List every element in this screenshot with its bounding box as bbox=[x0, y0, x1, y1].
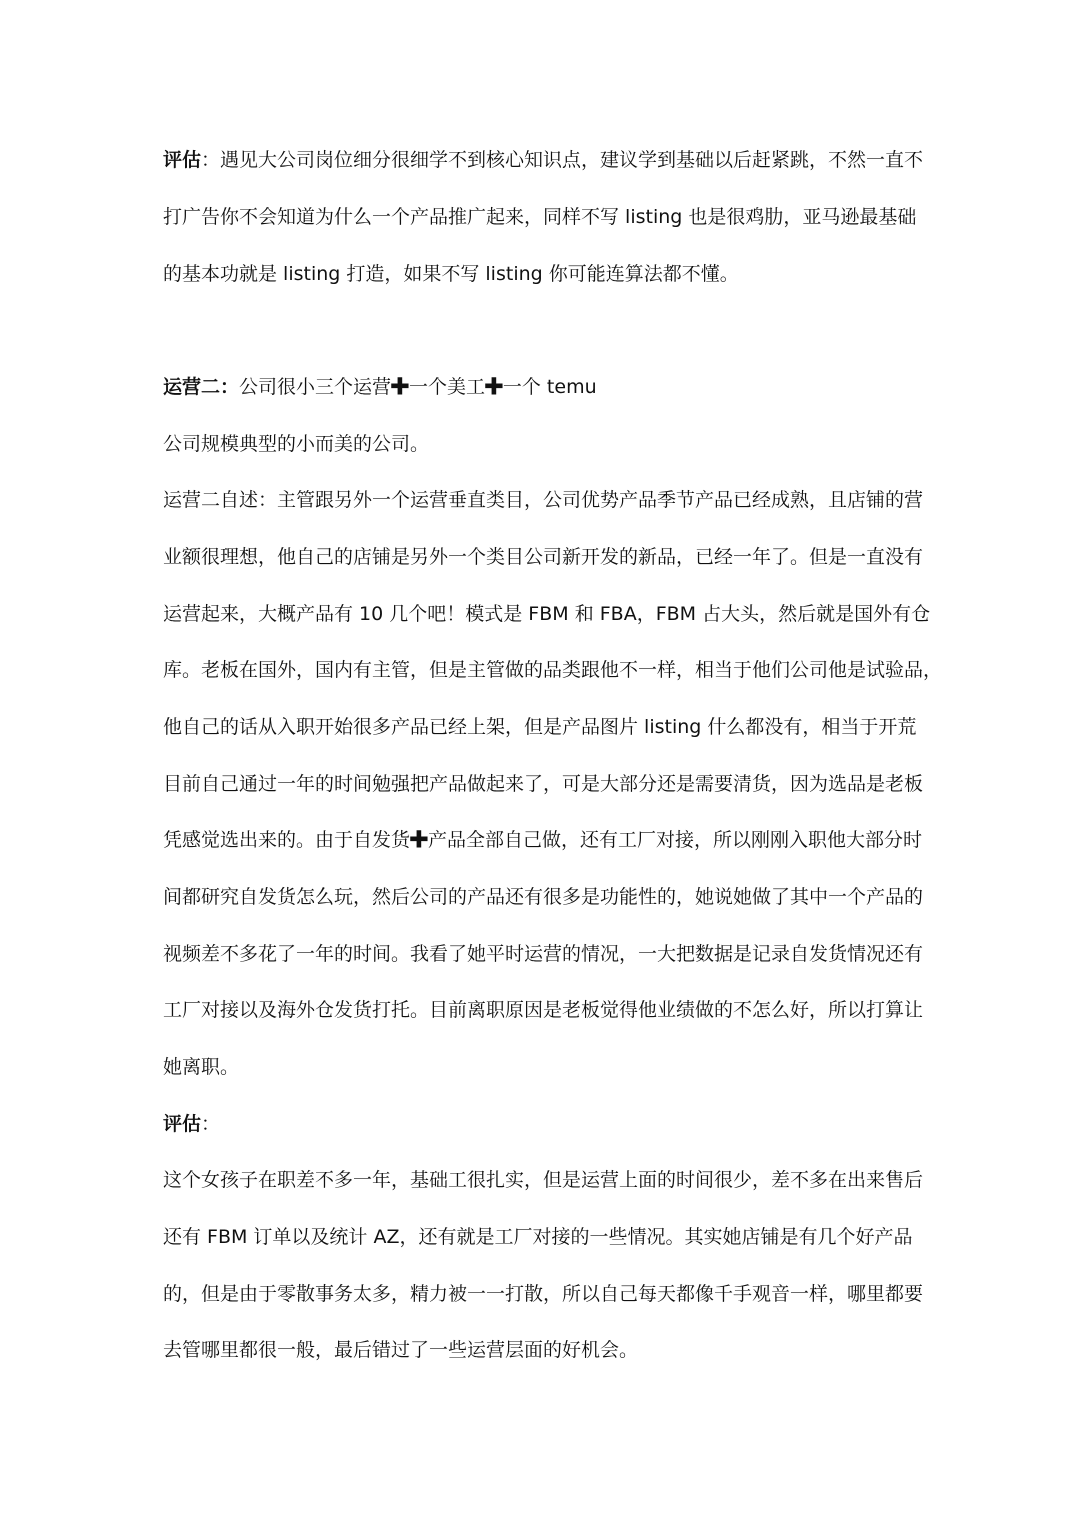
eval2-line: 去管哪里都很一般，最后错过了一些运营层面的好机会。 bbox=[163, 1339, 639, 1361]
ops2-header-part1: 公司很小三个运营 bbox=[239, 376, 392, 398]
ops2-desc-line: 他自己的话从入职开始很多产品已经上架，但是产品图片 listing 什么都没有，相当于开荒 bbox=[163, 716, 917, 738]
ops2-desc-line: 工厂对接以及海外仓发货打托。目前离职原因是老板觉得他业绩做的不怎么好，所以打算让 bbox=[163, 999, 924, 1021]
eval2-line: 的，但是由于零散事务太多，精力被一一打散，所以自己每天都像千手观音一样，哪里都要 bbox=[163, 1283, 924, 1305]
ops2-desc-line: 目前自己通过一年的时间勉强把产品做起来了，可是大部分还是需要清货，因为选品是老板 bbox=[163, 773, 924, 795]
ops2-desc-line: 运营二自述：主管跟另外一个运营垂直类目，公司优势产品季节产品已经成熟，且店铺的营 bbox=[163, 489, 924, 511]
ops2-desc-line7-tail: 产品全部自己做，还有工厂对接，所以刚刚入职他大部分时 bbox=[427, 829, 922, 851]
eval1-text-1: ：遇见大公司岗位细分很细学不到核心知识点，建议学到基础以后赶紧跳，不然一直不 bbox=[201, 149, 924, 171]
ops2-scale-line: 公司规模典型的小而美的公司。 bbox=[163, 433, 430, 455]
eval2-heading bbox=[163, 1112, 923, 1136]
ops2-desc-line: 间都研究自发货怎么玩，然后公司的产品还有很多是功能性的，她说她做了其中一个产品的 bbox=[163, 886, 924, 908]
ops2-header-part3: 一个 temu bbox=[502, 376, 597, 398]
eval2-line: 还有 FBM 订单以及统计 AZ，还有就是工厂对接的一些情况。其实她店铺是有几个好产品 bbox=[163, 1226, 913, 1248]
eval1-label: 评估 bbox=[163, 149, 202, 171]
ops2-label: 运营二： bbox=[163, 376, 240, 398]
eval2-colon: ： bbox=[201, 1113, 221, 1135]
ops2-desc-line: 视频差不多花了一年的时间。我看了她平时运营的情况，一大把数据是记录自发货情况还有 bbox=[163, 943, 924, 965]
ops2-desc-line: 她离职。 bbox=[163, 1056, 240, 1078]
ops2-desc-line7-head: 凭感觉选出来的。由于自发货 bbox=[163, 829, 411, 851]
ops2-desc-line: 库。老板在国外，国内有主管，但是主管做的品类跟他不一样，相当于他们公司他是试验品， bbox=[163, 659, 943, 681]
ops2-header bbox=[163, 375, 923, 399]
ops2-desc-line bbox=[163, 828, 923, 852]
eval2-line: 这个女孩子在职差不多一年，基础工很扎实，但是运营上面的时间很少，差不多在出来售后 bbox=[163, 1169, 924, 1191]
ops2-header-part2: 一个美工 bbox=[408, 376, 485, 398]
eval1-line-1 bbox=[163, 148, 923, 172]
ops2-desc-line: 运营起来，大概产品有 10 几个吧！模式是 FBM 和 FBA，FBM 占大头，然后就是国外有仓 bbox=[163, 603, 931, 625]
eval1-line-2: 打广告你不会知道为什么一个产品推广起来，同样不写 listing 也是很鸡肋，亚马逊最基础 bbox=[163, 206, 917, 228]
eval2-label: 评估 bbox=[163, 1113, 202, 1135]
plus-icon: ✚ bbox=[390, 373, 410, 401]
plus-icon: ✚ bbox=[483, 373, 504, 401]
eval1-line-3: 的基本功就是 listing 打造，如果不写 listing 你可能连算法都不懂。 bbox=[163, 263, 739, 285]
ops2-desc-line: 业额很理想，他自己的店铺是另外一个类目公司新开发的新品，已经一年了。但是一直没有 bbox=[163, 546, 924, 568]
plus-icon: ✚ bbox=[409, 826, 429, 854]
